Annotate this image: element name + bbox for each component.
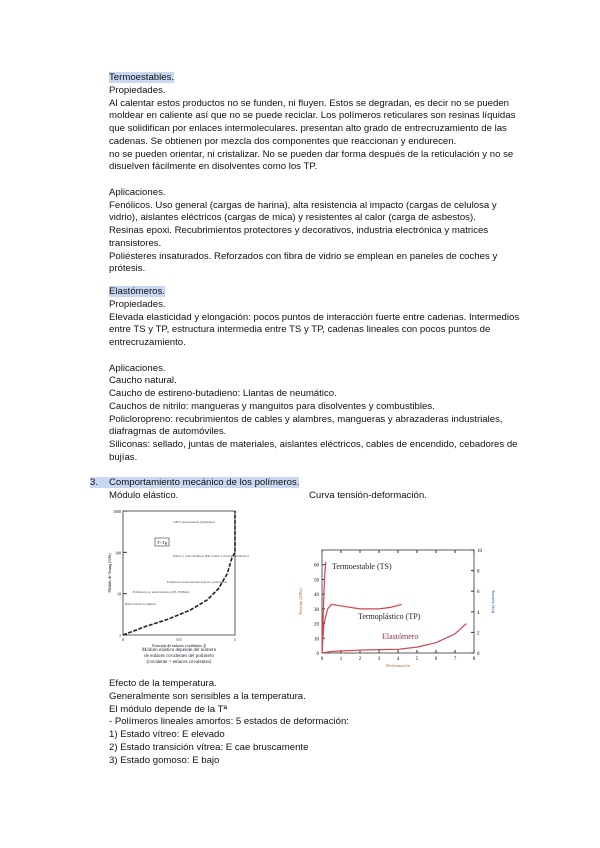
x-axis-label: Fracción de enlaces covalentes, β bbox=[152, 643, 206, 648]
x-tick-label: 1 bbox=[234, 637, 236, 642]
x-tick-label: 1 bbox=[339, 657, 343, 662]
text-line: que solidifican por enlaces intermoleculares. presentan alto grado de entrecruzamiento de las bbox=[109, 123, 507, 134]
section-number: 3. bbox=[90, 477, 99, 488]
text-line: Efecto de la temperatura. bbox=[109, 678, 217, 689]
annotation: 100% entrecruzado (diamante) bbox=[173, 520, 215, 524]
series-label: Elastómero bbox=[382, 632, 419, 641]
caption-line: (covalente = enlaces covalentes) bbox=[146, 660, 212, 665]
modulo-elastico-subheading: Módulo elástico. bbox=[109, 490, 179, 501]
text-line: Propiedades. bbox=[109, 84, 166, 96]
text-line: no se pueden orientar, ni cristalizar. No se pueden dar forma después de la reticulación y no se bbox=[109, 148, 514, 160]
caption-line: Módulo elástico depende del número bbox=[141, 648, 217, 653]
x-tick-label: 0 bbox=[320, 657, 324, 662]
section-3-heading bbox=[90, 477, 299, 490]
y-tick-label: 50 bbox=[314, 578, 319, 584]
modulus-curve bbox=[123, 511, 235, 635]
blank-line bbox=[109, 174, 529, 187]
x-tick-label: 5 bbox=[415, 657, 419, 662]
y-tick-label: 30 bbox=[314, 607, 319, 613]
x-tick-label: 0 bbox=[122, 637, 124, 642]
y-axis-label: Módulo de Young (GPa) bbox=[107, 553, 112, 593]
text-line: Policloropreno: recubrimientos de cables y alambres, mangueras y abrazaderas industriales, bbox=[109, 413, 503, 425]
inset-label: T<Tg bbox=[156, 540, 168, 545]
y-tick-label: 10 bbox=[117, 591, 121, 597]
annotation: Fibras y policristalinas (PE, nailon y Kevlar orientados) bbox=[173, 554, 249, 558]
text-line: diafragmas de automóviles. bbox=[109, 426, 227, 438]
text-line: 2) Estado transición vítrea: E cae bruscamente bbox=[109, 741, 309, 753]
y-tick-label: 10 bbox=[314, 637, 319, 643]
modulus-figure bbox=[105, 505, 255, 670]
y-tick-label-right: 6 bbox=[477, 590, 480, 596]
text-line: Fenólicos. Uso general (cargas de harina), alta resistencia al impacto (cargas de celulosa y bbox=[109, 199, 497, 211]
text-line: El módulo depende de la Tª bbox=[109, 703, 228, 715]
elastomeros-heading: Elastómeros. bbox=[109, 286, 165, 297]
y-tick-label: 0 bbox=[316, 652, 319, 657]
text-line: Poliésteres insaturados. Reforzados con fibra de vidrio se emplean en paneles de coches y bbox=[109, 250, 498, 262]
elastomeros-section bbox=[109, 286, 529, 465]
y-tick-label: 20 bbox=[314, 622, 319, 628]
text-line: Propiedades. bbox=[109, 298, 166, 310]
y-axis-label-right: Tensión (ksi) bbox=[491, 589, 496, 614]
x-tick-label: 3 bbox=[377, 657, 381, 662]
y-tick-label-right: 8 bbox=[477, 569, 480, 575]
text-line: transistores. bbox=[109, 237, 162, 249]
text-line: moldear en caliente así que no se puede reciclar. Los polímeros reticulares son resinas líquidas bbox=[109, 110, 516, 122]
text-line: Aplicaciones. bbox=[109, 186, 166, 198]
section-title: Comportamiento mecánico de los polímeros. bbox=[109, 477, 300, 488]
x-axis-label: Deformación bbox=[386, 663, 410, 668]
series-label: Termoestable (TS) bbox=[332, 562, 392, 571]
text-line: entre TS y TP, estructura intermedia entre TS y TP, cadenas lineales con pocos puntos de bbox=[109, 324, 491, 336]
y-tick-label-right: 4 bbox=[477, 610, 480, 616]
text-line: 1) Estado vítreo: E elevado bbox=[109, 729, 225, 740]
x-tick-label: 7 bbox=[453, 657, 457, 662]
curva-subheading: Curva tensión-deformación. bbox=[309, 490, 427, 501]
text-line: cadenas. Se obtienen por mezcla dos componentes que reaccionan y endurecen. bbox=[109, 135, 457, 147]
plot-frame bbox=[123, 511, 235, 635]
series-label: Termoplástico (TP) bbox=[358, 612, 421, 621]
text-line: disuelven fácilmente en disolventes como los TP. bbox=[109, 161, 318, 173]
x-tick-label: 2 bbox=[358, 657, 362, 662]
annotation: Polímeros entrecruzados (epoxi, poliésteres) bbox=[167, 580, 228, 584]
annotation: Hidrocarburos simples bbox=[125, 602, 156, 606]
x-tick-label: 8 bbox=[472, 657, 476, 662]
y-tick-label: 1000 bbox=[113, 509, 121, 514]
text-line: prótesis. bbox=[109, 263, 146, 275]
text-line: Generalmente son sensibles a la temperatura. bbox=[109, 690, 306, 702]
y-tick-label: 60 bbox=[314, 563, 319, 569]
x-tick-label: 6 bbox=[434, 657, 438, 662]
y-tick-label-right: 10 bbox=[477, 549, 482, 554]
text-line: entrecruzamiento. bbox=[109, 337, 186, 348]
blank-line bbox=[109, 350, 529, 363]
stress-strain-figure bbox=[292, 545, 502, 670]
text-line: vidrio), aislantes eléctricos (cargas de mica) y resistentes al calor (carga de asbestos). bbox=[109, 212, 476, 224]
termoestables-section bbox=[109, 72, 529, 276]
text-line: Aplicaciones. bbox=[109, 362, 166, 374]
text-line: - Polímeros lineales amorfos: 5 estados de deformación: bbox=[109, 716, 349, 728]
text-line: Cauchos de nitrilo: mangueras y manguitos para disolventes y combustibles. bbox=[109, 400, 435, 412]
y-axis-label: Tensión (MPa) bbox=[298, 588, 303, 615]
text-line: bujías. bbox=[109, 451, 138, 463]
y-tick-label: 1 bbox=[119, 633, 121, 638]
y-tick-label: 40 bbox=[314, 593, 319, 599]
y-tick-label-right: 2 bbox=[477, 631, 480, 637]
y-tick-label-right: 0 bbox=[477, 652, 480, 657]
text-line: 3) Estado gomoso: E bajo bbox=[109, 754, 220, 766]
text-line: Caucho de estireno-butadieno: Llantas de neumático. bbox=[109, 388, 337, 399]
text-line: Siliconas: sellado, juntas de materiales, aislantes eléctricos, cables de encendido, cebadores de bbox=[109, 439, 518, 450]
x-tick-label: 0.5 bbox=[176, 637, 182, 642]
annotation: Polímeros no entrecruzados (PS, PMMA) bbox=[133, 590, 190, 594]
temperatura-section bbox=[109, 678, 529, 767]
termoestables-heading: Termoestables. bbox=[109, 72, 175, 83]
y-tick-label: 100 bbox=[115, 550, 121, 556]
text-line: Caucho natural. bbox=[109, 375, 177, 387]
text-line: Al calentar estos productos no se funden, ni fluyen. Estos se degradan, es decir no se pueden bbox=[109, 97, 509, 109]
text-line: Elevada elasticidad y elongación: pocos puntos de interacción fuerte entre cadenas. Intermedios bbox=[109, 311, 520, 323]
caption-line: de enlaces covalentes del polímero bbox=[144, 654, 214, 659]
text-line: Resinas epoxi. Recubrimientos protectores y decorativos, industria electrónica y matrices bbox=[109, 225, 489, 236]
x-tick-label: 4 bbox=[396, 657, 400, 662]
